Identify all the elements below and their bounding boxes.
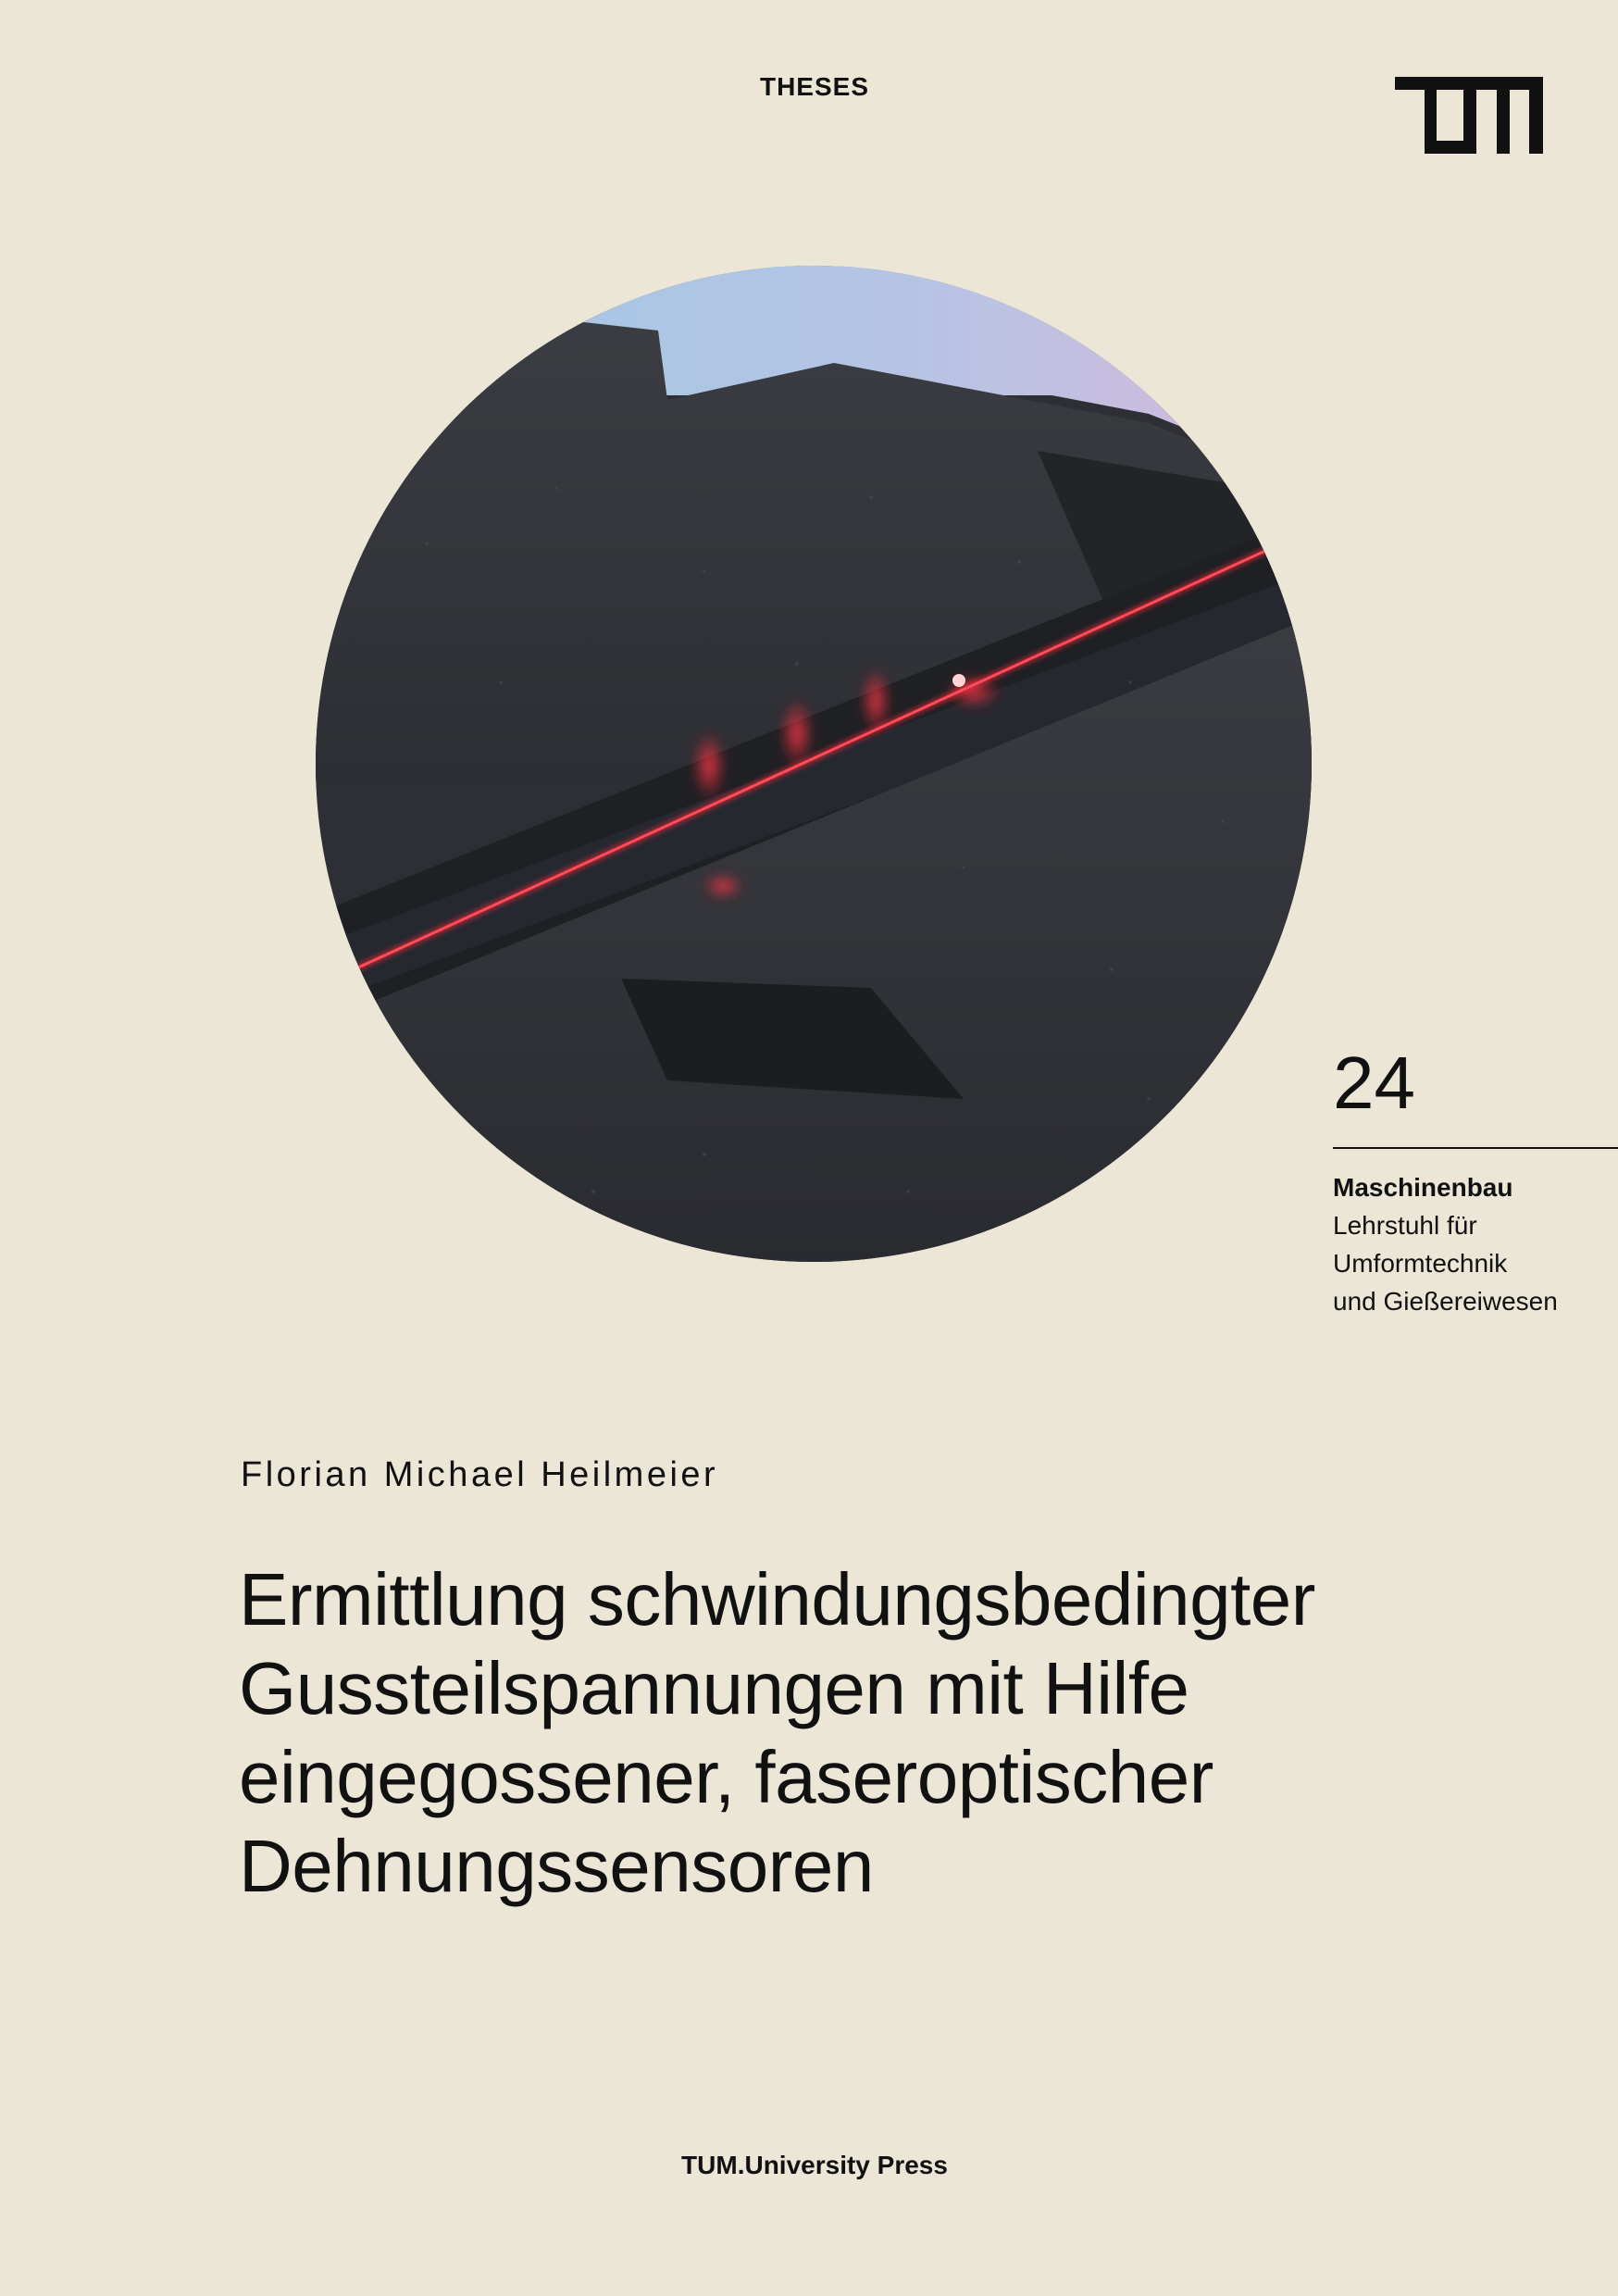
chair-line: Lehrstuhl für <box>1333 1211 1477 1240</box>
title-line: Dehnungssensoren <box>239 1825 874 1907</box>
tum-logo-icon <box>1395 77 1543 154</box>
chair-line: und Gießereiwesen <box>1333 1287 1558 1316</box>
publisher-name: TUM.University Press <box>681 2151 948 2179</box>
volume-number: 24 <box>1333 1042 1415 1124</box>
volume-divider <box>1333 1147 1618 1149</box>
title-line: eingegossener, faseroptischer <box>239 1736 1214 1818</box>
chair-line: Umformtechnik <box>1333 1249 1508 1278</box>
subject-field: Maschinenbau <box>1333 1173 1513 1202</box>
book-title <box>239 1555 1516 1911</box>
series-label: THESES <box>759 72 870 101</box>
cover-photo <box>316 266 1312 1262</box>
title-line: Ermittlung schwindungsbedingter <box>239 1558 1315 1641</box>
title-line: Gussteilspannungen mit Hilfe <box>239 1647 1189 1729</box>
author-name: Florian Michael Heilmeier <box>241 1455 719 1494</box>
subject-block <box>1333 1168 1558 1320</box>
